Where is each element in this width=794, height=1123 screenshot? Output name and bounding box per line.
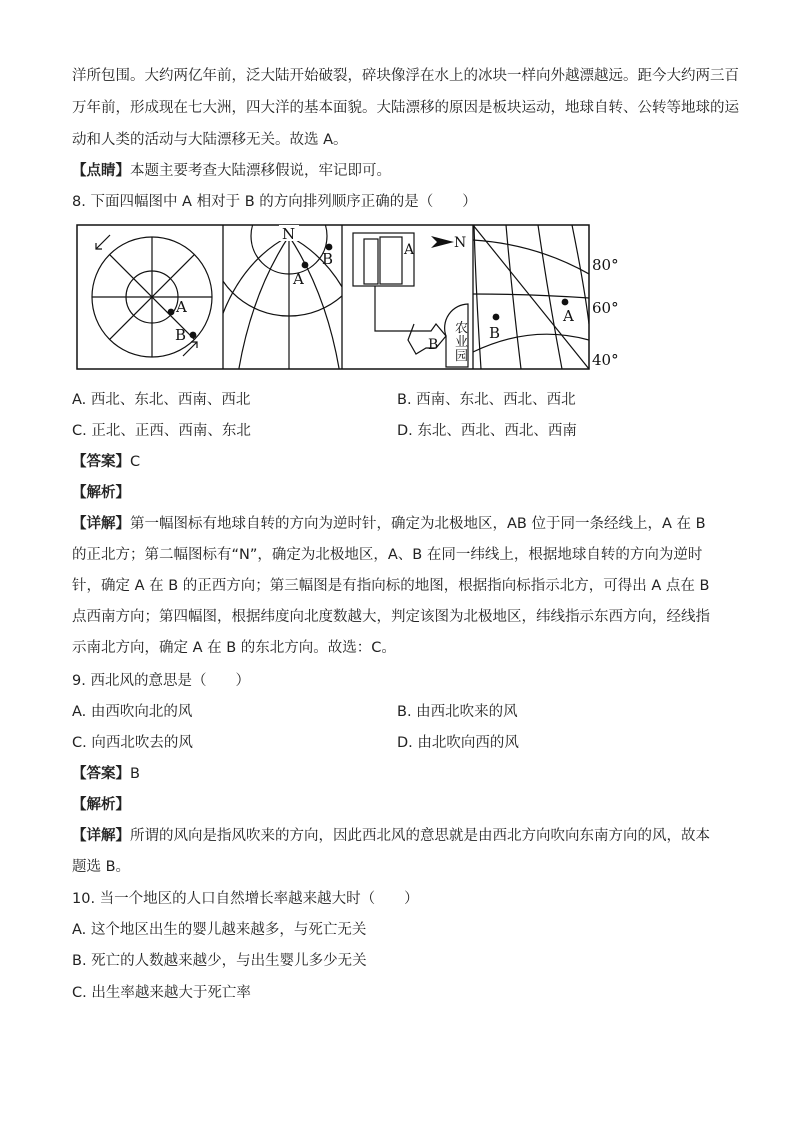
- q8-detail-text: 第一幅图标有地球自转的方向为逆时针，确定为北极地区，AB 位于同一条经线上，A 在 B 的正北方；第二幅图标有“N”，确定为北极地区，A、B 在同一纬线上，根据地球自转的方向为逆时针，确定 A 在 B 的正西方向；第三幅图是有指向标的地图，根据指向标指示北方，可得出 A 点在 B 点西南方向；第四幅图，根据纬度向北度数越大，判定该图为北极地区，纬线指示东西方向，经线指示南北方向，确定 A 在 B 的东北方向。故选：C。: [72, 516, 710, 656]
- lat-80-label: 80°: [592, 256, 619, 274]
- panel-2-graticule: [209, 224, 369, 372]
- label-b-1: B: [175, 326, 187, 344]
- q8-analysis-tag: 【解析】: [72, 485, 130, 501]
- q9-answer: [72, 764, 140, 784]
- point-a-1: [168, 309, 175, 316]
- point-a-2: [302, 262, 309, 269]
- q9-option-a: A. 由西吹向北的风: [72, 704, 193, 720]
- q8-detail-tag: 【详解】: [72, 516, 130, 532]
- q8-option-d: D. 东北、西北、西北、西南: [397, 423, 577, 439]
- q10-stem: 10. 当一个地区的人口自然增长率越来越大时（ ）: [72, 891, 419, 907]
- q8-answer: [72, 452, 140, 472]
- point-text: 本题主要考查大陆漂移假说，牢记即可。: [130, 163, 391, 179]
- intro-line-1: 洋所包围。大约两亿年前，泛大陆开始破裂，碎块像浮在水上的冰块一样向外越漂越远。距今大约两三百: [72, 68, 739, 84]
- q10-option-c: C. 出生率越来越大于死亡率: [72, 985, 251, 1001]
- north-arrow-label: N: [454, 235, 467, 251]
- q9-answer-tag: 【答案】: [72, 766, 130, 782]
- q8-option-a: A. 西北、东北、西南、西北: [72, 392, 251, 408]
- q8-option-b: B. 西南、东北、西北、西北: [397, 392, 576, 408]
- q9-answer-value: B: [130, 766, 140, 782]
- point-b-4: [493, 314, 500, 321]
- lat-40-label: 40°: [592, 351, 619, 369]
- north-label: N: [282, 225, 296, 243]
- q9-detail: [72, 821, 724, 883]
- farm-label-1: 农: [455, 321, 469, 336]
- label-a-1: A: [176, 298, 187, 316]
- q8-figure: [76, 224, 620, 372]
- label-b-4: B: [489, 324, 501, 342]
- label-b-3: B: [428, 337, 439, 353]
- q9-analysis-tag: 【解析】: [72, 797, 130, 813]
- q9-option-c: C. 向西北吹去的风: [72, 735, 193, 751]
- q8-option-c: C. 正北、正西、西南、东北: [72, 423, 251, 439]
- q9-stem: 9. 西北风的意思是（ ）: [72, 673, 250, 689]
- point-note: [72, 161, 391, 181]
- q10-option-a: A. 这个地区出生的婴儿越来越多，与死亡无关: [72, 922, 367, 938]
- q8-answer-tag: 【答案】: [72, 454, 130, 470]
- q8-detail: [72, 509, 724, 664]
- q9-option-b: B. 由西北吹来的风: [397, 704, 518, 720]
- farm-label-3: 园: [455, 349, 469, 364]
- panel-4-latitude-map: [473, 225, 589, 369]
- intro-line-3: 动和人类的活动与大陆漂移无关。故选 A。: [72, 132, 348, 148]
- farm-label-2: 业: [455, 335, 469, 350]
- label-a-3: A: [404, 242, 415, 258]
- q8-stem: 8. 下面四幅图中 A 相对于 B 的方向排列顺序正确的是（ ）: [72, 194, 477, 210]
- point-a-4: [562, 299, 569, 306]
- q9-option-d: D. 由北吹向西的风: [397, 735, 519, 751]
- q9-detail-tag: 【详解】: [72, 828, 130, 844]
- intro-line-2: 万年前，形成现在七大洲，四大洋的基本面貌。大陆漂移的原因是板块运动，地球自转、公转等地球的运: [72, 100, 739, 116]
- lat-60-label: 60°: [592, 299, 619, 317]
- q8-answer-value: C: [130, 454, 141, 470]
- q9-detail-text: 所谓的风向是指风吹来的方向，因此西北风的意思就是由西北方向吹向东南方向的风，故本题选 B。: [72, 828, 710, 875]
- north-arrow-icon: [431, 236, 454, 248]
- q10-option-b: B. 死亡的人数越来越少，与出生婴儿多少无关: [72, 953, 367, 969]
- point-tag: 【点睛】: [72, 163, 130, 179]
- label-a-4: A: [563, 307, 574, 325]
- label-a-2: A: [293, 270, 304, 288]
- rotation-arrow-top: [96, 235, 110, 249]
- point-b-1: [190, 332, 197, 339]
- panel-1-polar-map: [92, 235, 212, 357]
- label-b-2: B: [322, 250, 334, 268]
